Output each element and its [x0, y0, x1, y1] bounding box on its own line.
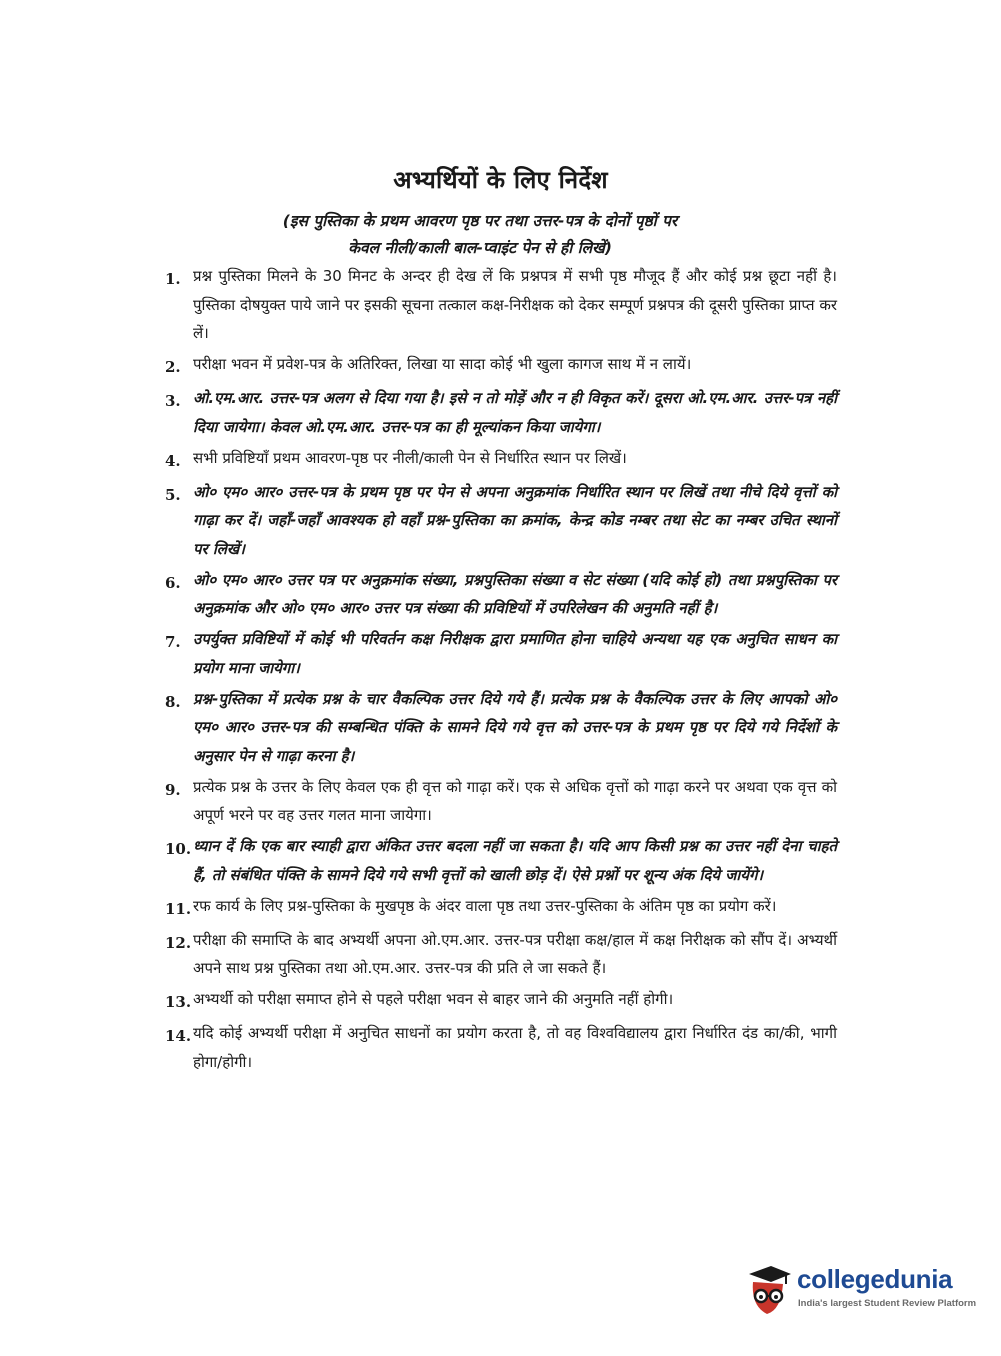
- item-text: यदि कोई अभ्यर्थी परीक्षा में अनुचित साधनों का प्रयोग करता है, तो वह विश्वविद्यालय द्वारा निर्धारित दंड का/की, भागी होगा/होगी।: [193, 1024, 837, 1071]
- item-number: 10.: [165, 840, 192, 858]
- collegedunia-logo[interactable]: [745, 1260, 975, 1322]
- instruction-item: [165, 384, 837, 441]
- item-number: 8.: [165, 692, 181, 711]
- item-number: 11.: [165, 899, 192, 918]
- item-text: उपर्युक्त प्रविष्टियों में कोई भी परिवर्तन कक्ष निरीक्षक द्वारा प्रमाणित होना चाहिये अन्यथा यह एक अनुचित साधन का प्रयोग माना जायेगा।: [193, 630, 837, 677]
- item-text: अभ्यर्थी को परीक्षा समाप्त होने से पहले परीक्षा भवन से बाहर जाने की अनुमति नहीं होगी।: [193, 990, 674, 1008]
- item-text: परीक्षा की समाप्ति के बाद अभ्यर्थी अपना ओ.एम.आर. उत्तर-पत्र परीक्षा कक्ष/हाल में कक्ष निरीक्षक को सौंप दें। अभ्यर्थी अपने साथ प्रश्न पुस्तिका तथा ओ.एम.आर. उत्तर-पत्र की प्रति ले जा सकते हैं।: [193, 930, 837, 977]
- item-text: सभी प्रविष्टियाँ प्रथम आवरण-पृष्ठ पर नीली/काली पेन से निर्धारित स्थान पर लिखें।: [193, 448, 627, 467]
- instruction-item: [165, 262, 837, 348]
- item-number: 12.: [165, 933, 192, 952]
- item-number: 3.: [165, 392, 181, 410]
- instruction-item: [165, 832, 837, 889]
- instruction-list: [165, 262, 837, 1079]
- collegedunia-mascot-icon: [745, 1262, 791, 1318]
- instruction-item: [165, 926, 837, 983]
- instruction-item: [165, 625, 837, 682]
- item-number: 13.: [165, 993, 192, 1011]
- page-subtitle: [220, 208, 740, 262]
- instruction-item: [165, 1019, 837, 1076]
- item-text: ओ० एम० आर० उत्तर पत्र पर अनुक्रमांक संख्या, प्रश्नपुस्तिका संख्या व सेट संख्या (यदि कोई हो) तथा प्रश्नपुस्तिका पर अनुक्रमांक और ओ० एम० आर० उत्तर पत्र संख्या की प्रविष्टियों में उपरिलेखन की अनुमति नहीं है।: [193, 570, 837, 617]
- item-number: 1.: [165, 270, 181, 288]
- subtitle-line-1: (इस पुस्तिका के प्रथम आवरण पृष्ठ पर तथा उत्तर-पत्र के दोनों पृष्ठों पर: [282, 212, 678, 230]
- instruction-item: [165, 985, 837, 1017]
- instruction-item: [165, 350, 837, 382]
- item-number: 5.: [165, 485, 181, 504]
- logo-tagline: India's largest Student Review Platform: [798, 1298, 977, 1309]
- logo-name: collegedunia: [797, 1264, 953, 1294]
- instruction-item: [165, 478, 837, 564]
- instruction-item: [165, 773, 837, 830]
- item-text: प्रश्न-पुस्तिका में प्रत्येक प्रश्न के चार वैकल्पिक उत्तर दिये गये हैं। प्रत्येक प्रश्न के वैकल्पिक उत्तर के लिए आपको ओ० एम० आर० उत्तर-पत्र की सम्बन्धित पंक्ति के सामने दिये गये वृत्त को उत्तर-पत्र के प्रथम पृष्ठ पर दिये गये निर्देशों के अनुसार पेन से गाढ़ा करना है।: [193, 689, 837, 765]
- item-text: ओ.एम.आर. उत्तर-पत्र अलग से दिया गया है। इसे न तो मोड़ें और न ही विकृत करें। दूसरा ओ.एम.आर. उत्तर-पत्र नहीं दिया जायेगा। केवल ओ.एम.आर. उत्तर-पत्र का ही मूल्यांकन किया जायेगा।: [193, 389, 837, 436]
- instruction-item: [165, 444, 837, 476]
- item-number: 4.: [165, 451, 181, 470]
- item-text: प्रत्येक प्रश्न के उत्तर के लिए केवल एक ही वृत्त को गाढ़ा करें। एक से अधिक वृत्तों को गाढ़ा करने पर अथवा एक वृत्त को अपूर्ण भरने पर वह उत्तर गलत माना जायेगा।: [193, 777, 837, 824]
- item-number: 6.: [165, 573, 181, 592]
- item-number: 9.: [165, 780, 181, 799]
- item-number: 2.: [165, 358, 181, 376]
- page-title: अभ्यर्थियों के लिए निर्देश: [393, 166, 608, 194]
- item-text: रफ कार्य के लिए प्रश्न-पुस्तिका के मुखपृष्ठ के अंदर वाला पृष्ठ तथा उत्तर-पुस्तिका के अंतिम पृष्ठ का प्रयोग करें।: [193, 896, 777, 915]
- item-text: ध्यान दें कि एक बार स्याही द्वारा अंकित उत्तर बदला नहीं जा सकता है। यदि आप किसी प्रश्न का उत्तर नहीं देना चाहते हैं, तो संबंधित पंक्ति के सामने दिये गये सभी वृत्तों को खाली छोड़ दें। ऐसे प्रश्नों पर शून्य अंक दिये जायेंगे।: [193, 837, 837, 884]
- instruction-item: [165, 892, 837, 924]
- subtitle-line-2: केवल नीली/काली बाल-प्वाइंट पेन से ही लिखें): [348, 239, 612, 257]
- item-number: 7.: [165, 633, 181, 651]
- instruction-item: [165, 566, 837, 623]
- instruction-item: [165, 685, 837, 771]
- item-text: ओ० एम० आर० उत्तर-पत्र के प्रथम पृष्ठ पर पेन से अपना अनुक्रमांक निर्धारित स्थान पर लिखें तथा नीचे दिये वृत्तों को गाढ़ा कर दें। जहाँ-जहाँ आवश्यक हो वहाँ प्रश्न-पुस्तिका का क्रमांक, केन्द्र कोड नम्बर तथा सेट का नम्बर उचित स्थानों पर लिखें।: [193, 482, 837, 558]
- item-text: प्रश्न पुस्तिका मिलने के 30 मिनट के अन्दर ही देख लें कि प्रश्नपत्र में सभी पृष्ठ मौजूद हैं और कोई प्रश्न छूटा नहीं है। पुस्तिका दोषयुक्त पाये जाने पर इसकी सूचना तत्काल कक्ष-निरीक्षक को देकर सम्पूर्ण प्रश्नपत्र की दूसरी पुस्तिका प्राप्त कर लें।: [193, 267, 837, 342]
- item-number: 14.: [165, 1027, 192, 1045]
- item-text: परीक्षा भवन में प्रवेश-पत्र के अतिरिक्त, लिखा या सादा कोई भी खुला कागज साथ में न लायें।: [193, 355, 692, 373]
